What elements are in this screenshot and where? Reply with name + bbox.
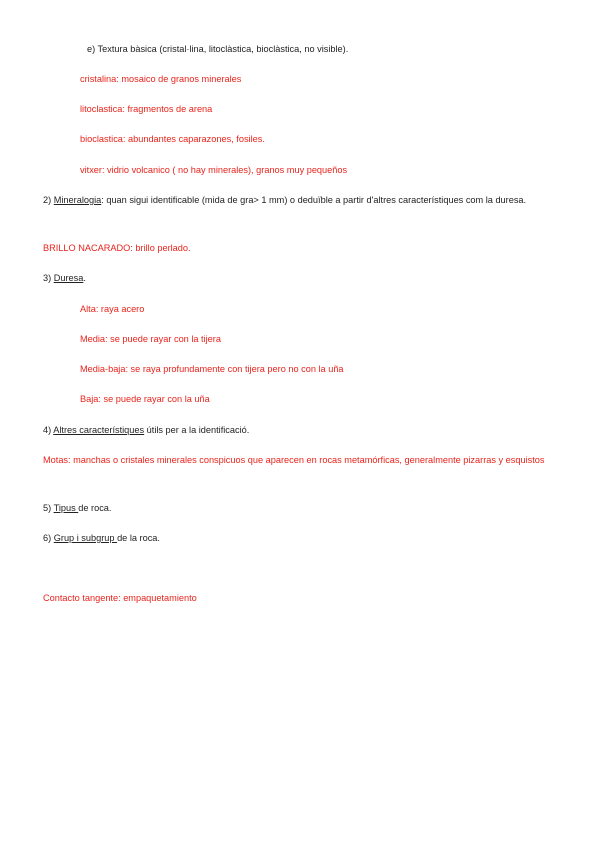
duresa-number: 3): [43, 273, 52, 283]
duresa-item-baja: Baja: se puede rayar con la uña: [80, 394, 210, 404]
altres-note: Motas: manchas o cristales minerales conspicuos que aparecen en rocas metamórficas, generalmente pizarras y esquistos: [43, 455, 545, 465]
mineralogia-number: 2): [43, 195, 52, 205]
textura-item-bioclastica: bioclastica: abundantes caparazones, fosiles.: [80, 134, 265, 144]
mineralogia-rest: : quan sigui identificable (mida de gra> 1 mm) o deduïble a partir d'altres característiques com la duresa.: [101, 195, 527, 205]
altres-heading: [43, 424, 249, 436]
duresa-term: Duresa: [53, 273, 84, 283]
textura-item-cristalina: cristalina: mosaico de granos minerales: [80, 74, 242, 84]
duresa-item-alta: Alta: raya acero: [80, 304, 145, 314]
grup-heading: [43, 532, 160, 544]
textura-item-litoclastica: litoclastica: fragmentos de arena: [80, 104, 213, 114]
altres-rest: útils per a la identificació.: [144, 425, 250, 435]
altres-term: Altres característiques: [53, 425, 145, 435]
duresa-heading: [43, 272, 86, 284]
tipus-term: Tipus: [53, 503, 79, 513]
grup-term: Grup i subgrup: [53, 533, 118, 543]
duresa-item-media: Media: se puede rayar con la tijera: [80, 334, 221, 344]
tipus-rest: de roca.: [78, 503, 112, 513]
duresa-rest: .: [83, 273, 86, 283]
grup-rest: de la roca.: [117, 533, 160, 543]
duresa-item-media-baja: Media-baja: se raya profundamente con tijera pero no con la uña: [80, 364, 344, 374]
textura-item-vitxer: vitxer: vidrio volcanico ( no hay minerales), granos muy pequeños: [80, 165, 348, 175]
mineralogia-note: BRILLO NACARADO: brillo perlado.: [43, 243, 191, 253]
tipus-heading: [43, 502, 111, 514]
textura-heading: e) Textura bàsica (cristal·lina, litoclàstica, bioclàstica, no visible).: [87, 44, 349, 54]
mineralogia-paragraph: [43, 191, 558, 210]
contacto-note: Contacto tangente: empaquetamiento: [43, 593, 197, 603]
altres-number: 4): [43, 425, 52, 435]
tipus-number: 5): [43, 503, 52, 513]
grup-number: 6): [43, 533, 52, 543]
mineralogia-term: Mineralogia: [53, 195, 102, 205]
